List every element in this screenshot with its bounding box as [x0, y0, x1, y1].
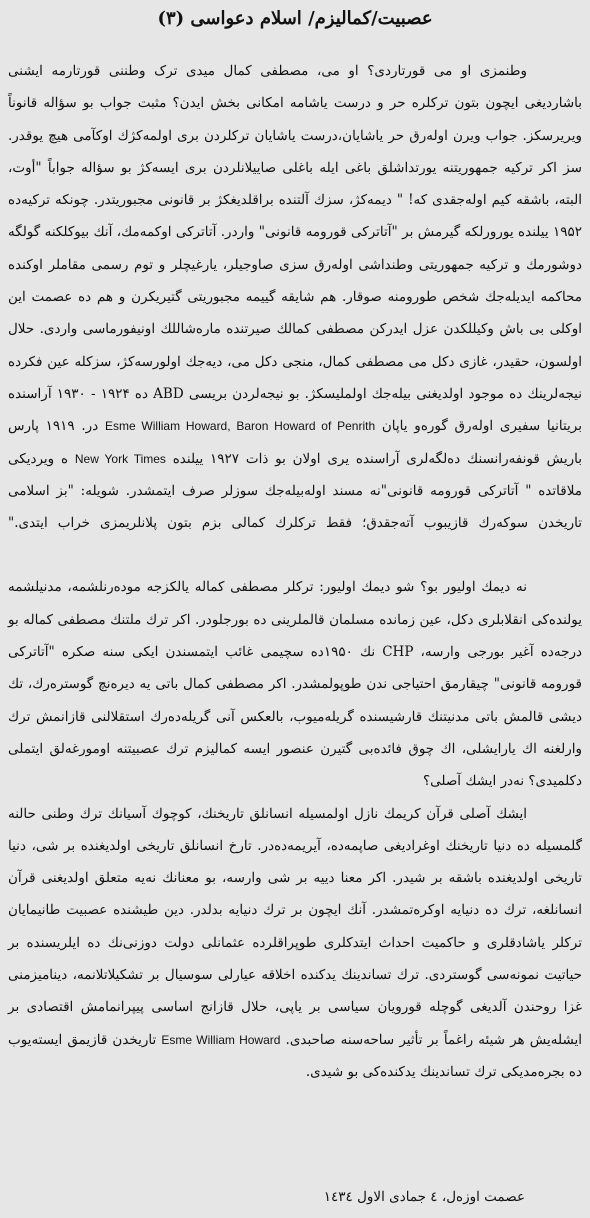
author-signature: عصمت اوزەل، ٤ جمادی الاول ١٤٣٤: [323, 1189, 525, 1205]
paragraph-3: [8, 798, 582, 1089]
latin-newspaper-name: New York Times: [74, 451, 166, 466]
paragraph-1: [8, 55, 582, 539]
paragraph-1-text-a: وطنمزی او می قورتاردی؟ او می، مصطفی کمال میدی ترک وطننی قورتارمه ایشنی باشاردیغی ایچون بتون ترکلره حر و درست یاشامه امکانی بخش ایدن؟ مثبت جواب بو سؤاله قانوناً ویریرسکز. جواب ویرن اولەرق حر یاشایان،درست یاشایان ترکلردن بری اولمەکژك اوکآمی هیچ یوقدر. سز اکر ترکیه جمهوریتنه یورتداشلق باغی ایله باغلی صاییلانلردن بری ایسەکژ بو سؤاله جواباً "أوت، البته، باشقه کیم اولەجقدی که! " دیمەکژ، سزك آلتنده براقلدیغکژ بر قانونی مجبوریتدر. چونکه ترکیەده ۱۹۵۲ ییلنده یورورلکه گیرمش بر "آتاترکی قورومه قانونی" واردر. آتاترکی اوکمەمك، آنك بیوکلکنه گولگه دوشورمك و ترکیه جمهوریتی وطنداشی اولەرق سزی صاوجیلر، یارغیچلر و توم رسمی مقاملر اوكنده محاکمه ایدیلەجك شخص طورومنه صوقار. هم شایقه گییمه مجبوریتی گتیریکرن و هم ده عصمت این اوکلی بی باش وکیللکدن عزل ایدرکن مصطفی کمالك صیرتنده مارەشاللك اونیفورماسی واردی. حلال اولسون، حقیدر، غازی دکل می مصطفی کمال، منجی دکل می، دیەجك اولورسەکژ، سزکله عین فکرده نیجەلرینك ده موجود اولدیغنی بیلەجك اولملیسکژ. بو نیجەلردن بریسی ABD ده ۱۹۲۴ - ۱۹۳۰ آراسنده بریتانیا سفیری اولەرق گورەو یاپان: [8, 63, 582, 435]
paragraph-3-text-b: تاریخدن قازیمق ایستەیوب ده بجرەمدیکی ترك تساندینك یدکندەکی بو شیدی.: [8, 1031, 582, 1080]
paragraph-1-text-b: در. ۱۹۱۹ پارس باریش قونفەرانسنك دەلگەلری آراسنده یری اولان بو ذات ۱۹۲۷ ییلنده: [8, 418, 582, 467]
paragraph-1-text-c: ه ویردیکی ملاقاتده " آتاترکی قورومه قانونی"نه مسند اولەبیلەجك سوزلر صرف ایتمشدر. شویله: "بز اسلامی تاریخدن سوکەرك قازیبوب آتەجقدق؛ فقط ترکلرك کمالی بزم بتون پلانلریمزی خراب ایتدی.": [8, 450, 582, 532]
article-body: [8, 55, 582, 1088]
article-title: عصبیت/کمالیزم/ اسلام دعواسی (۳): [157, 8, 433, 29]
paragraph-3-text-a: ایشك آصلی قرآن کریمك نازل اولمسیله انسانلق تاریخنك، کوچوك آسیانك ترك وطنی حالنه گلمسیله ده دنیا تاریخنك اوغراديغی صاپمەده، آیریمەدەدر. تارخ انسانلق تاریخی اولدیغنده بر شی، دنیا تاریخی اولدیغنده باشقه بر شیدر. اکر معنا دییه بر شی وارسه، بو معنانك نەیه متعلق اولدیغنی قرآن انسانلغه، ترك ده دنیایه اوکرەتمشدر. آنك ایچون بر ترك دنیایه بدلدر. دین طیشنده عصبیت طانیمایان ترکلر یاشادقلری و حاکمیت احداث ایتدکلری طوپراقلرده عثمانلی دولت دوزنی‌نك ده ایلریسنده بر حیاتیت نمونەسی گوستردی. ترك تساندینك یدکنده اخلاقه عیارلی سوسیال بر تشکیلاتلانمه، دینامیزمنی غزا روحندن آلدیغی گوچله قورویان سیاسی بر یاپی، حلال قازانج اساسی پیپرانمامش اقتصادی بر ایشلەیش هر شیئه راغماً بر تأثیر ساحەسنه صاحبدی.: [8, 805, 582, 1048]
latin-name-howard-full: Esme William Howard, Baron Howard of Penrith: [104, 419, 376, 434]
paragraph-2: نه دیمك اولیور بو؟ شو دیمك اولیور: ترکلر مصطفی کماله یالکزجه مودەرنلشمه، مدنیلشمه یولندەکی انقلابلری دکل، عین زمانده مسلمان قالملرینی ده بورجلودر. اکر ترك ملتنك مصطفی کماله بو درجەده آغیر بورجی وارسه، CHP نك ۱۹۵۰ده سچیمی غائب ایتمسندن ایکی سنه صکره "آتاترکی قورومه قانونی" چیقارمق احتیاجی ندن طوپولمشدر. اکر مصطفی کمال باتی یه دیرەنچ گوسترەرك، تك دیشی قالمش باتی مدنیتنك قارشیسنده گریلەمیوب، بالعکس آنی گریلەدەرك استقلالنی قازانمش ترك وارلغنه اك یارایشلی، اك چوق فائدەبی گتیرن عنصور ایسه کمالیزم ترك عصبیتنه اومورغەلق ایتملی دکلمیدی؟ نەدر ایشك آصلی؟: [8, 579, 582, 790]
latin-name-howard-short: Esme William Howard: [161, 1032, 281, 1047]
